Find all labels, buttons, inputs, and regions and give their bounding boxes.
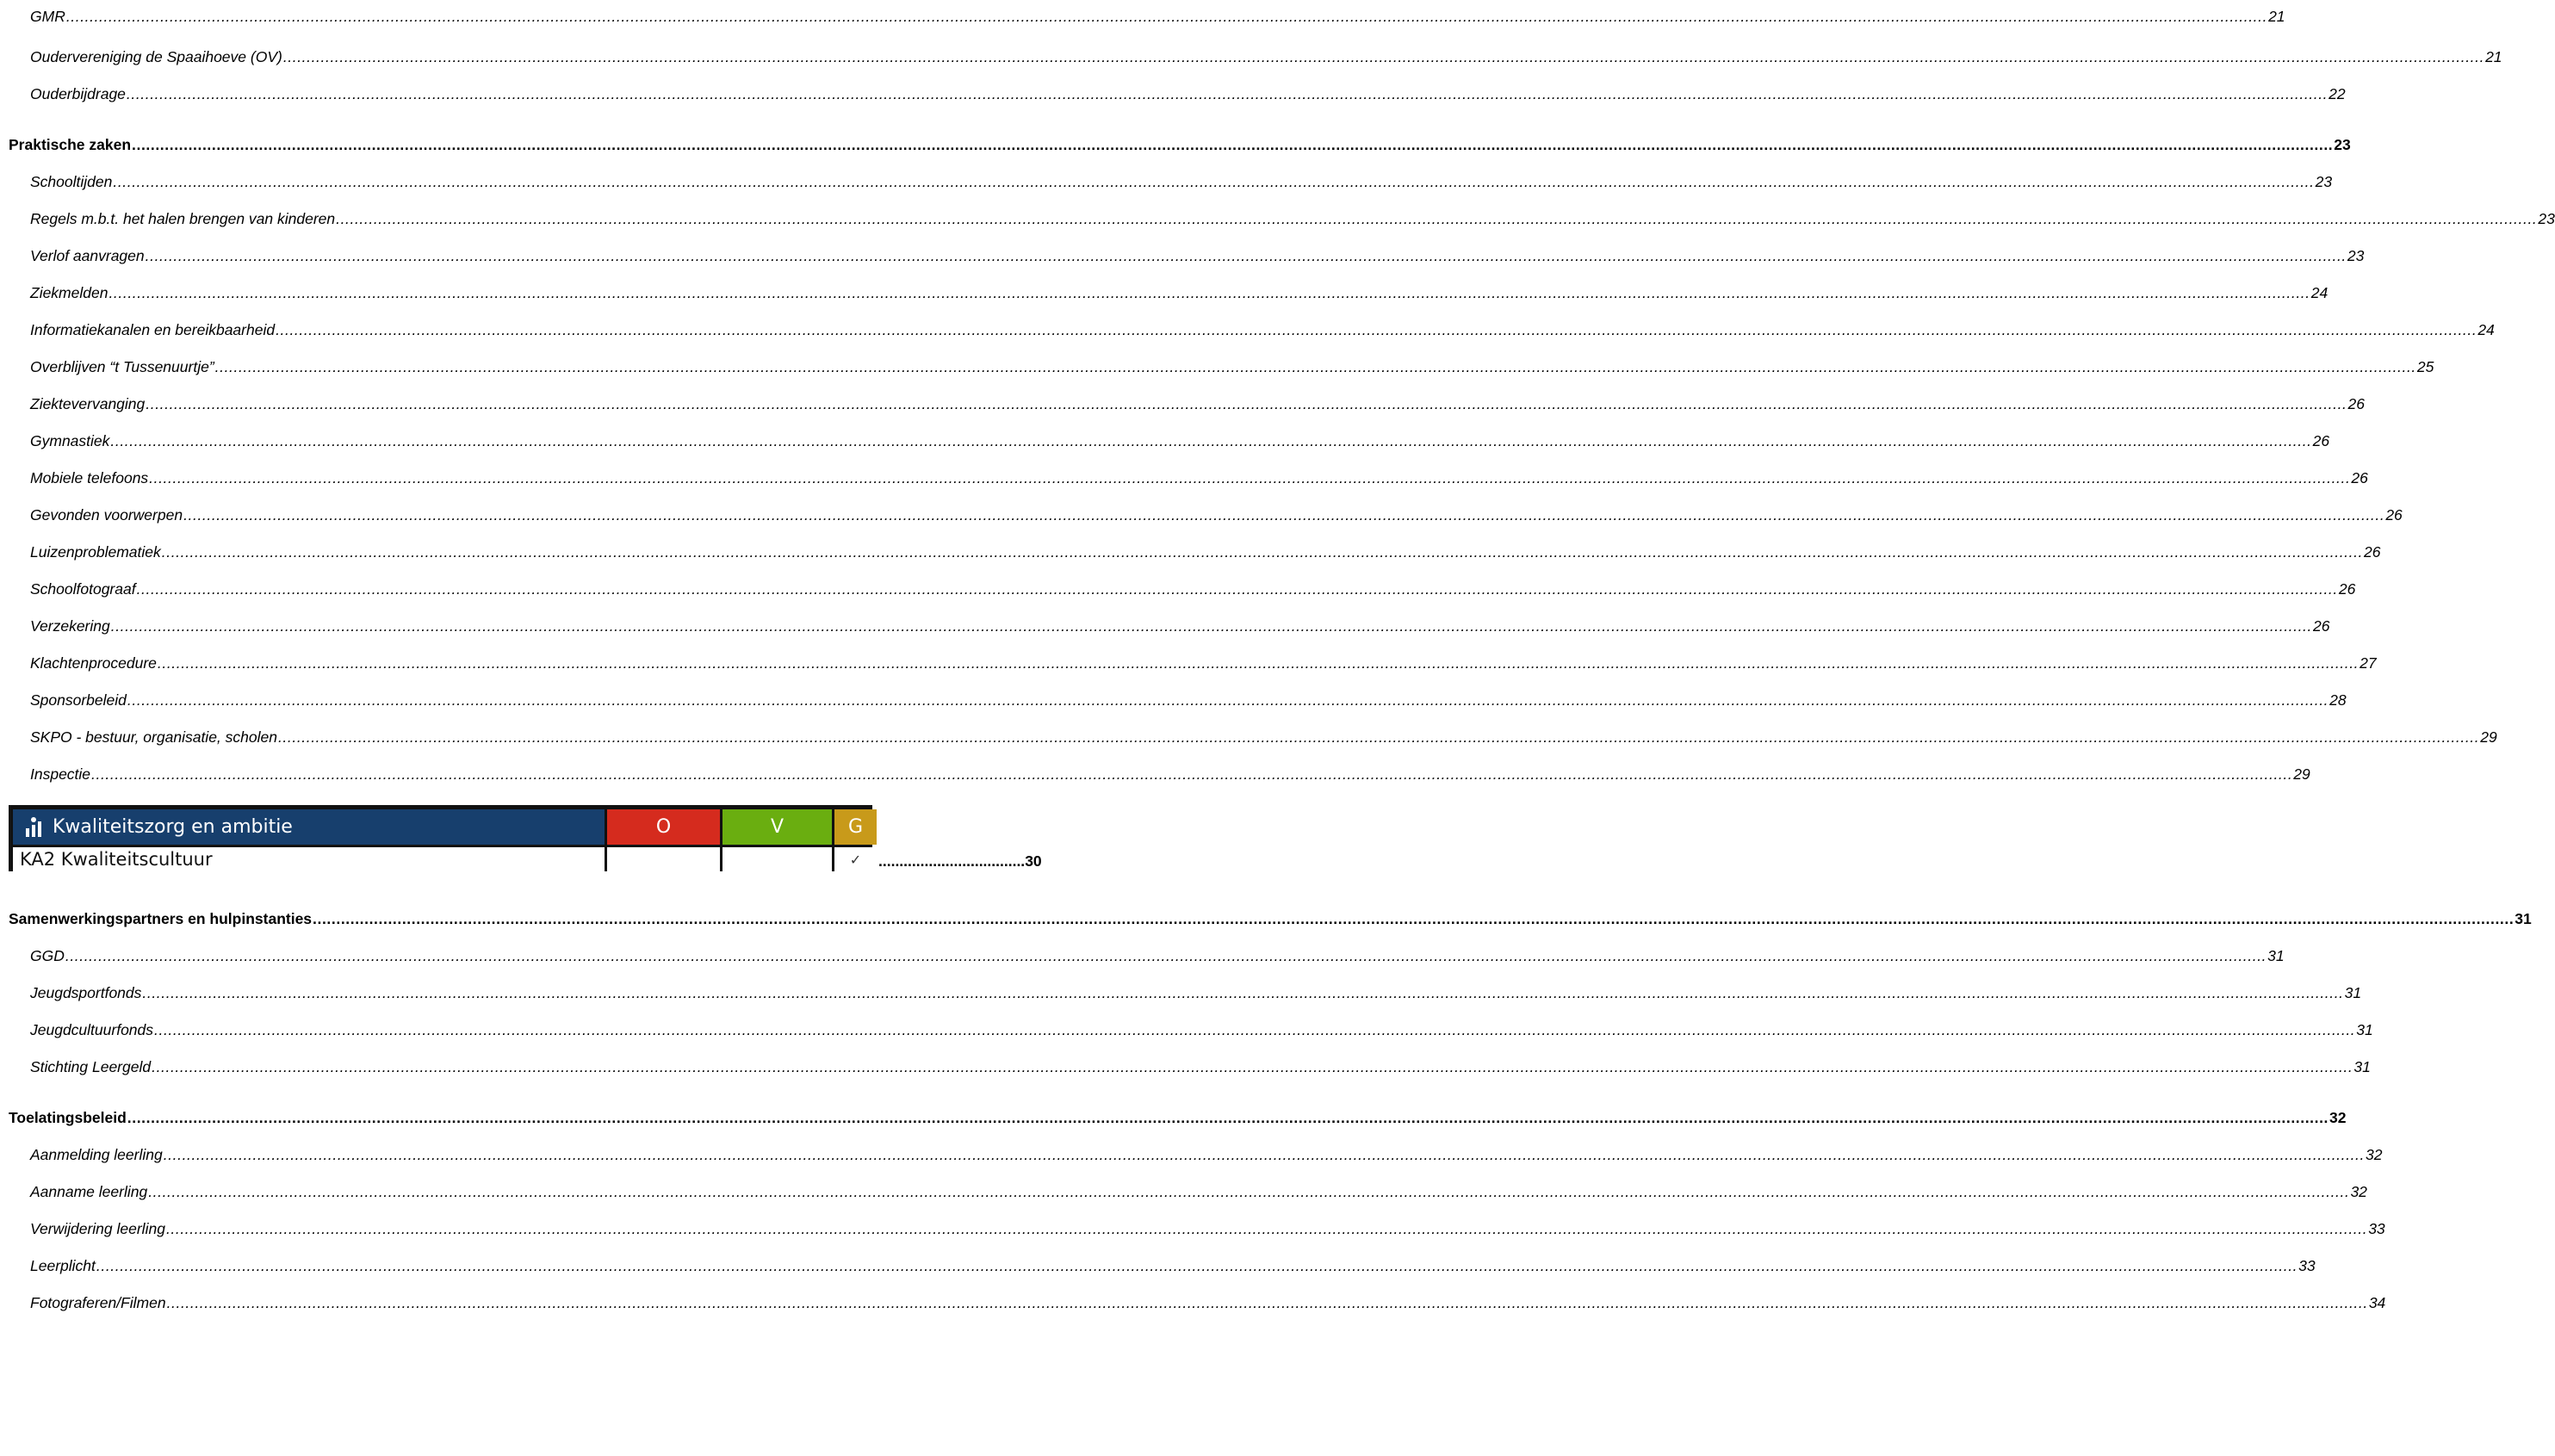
toc-entry[interactable]: Verzekering ..... 26 [30, 616, 972, 635]
quality-cell-v [722, 847, 832, 871]
toc-entry[interactable]: Leerplicht ..... 33 [30, 1256, 972, 1275]
toc-heading-praktische-zaken[interactable]: Praktische zaken ..... 23 [9, 135, 972, 154]
toc-entry[interactable]: Oudervereniging de Spaaihoeve (OV) ..... 21 [30, 47, 972, 66]
quality-col-v: V [722, 809, 832, 845]
toc-entry[interactable]: Overblijven “t Tussenuurtje” ..... 25 [30, 357, 972, 376]
quality-cell-g-check: ✓ [834, 847, 877, 871]
toc-entry[interactable]: Stichting Leergeld ..... 31 [30, 1057, 972, 1076]
quality-banner [9, 805, 872, 871]
toc-entry[interactable]: Ziektevervanging ..... 26 [30, 394, 972, 413]
toc-entry[interactable]: SKPO - bestuur, organisatie, scholen ..... 29 [30, 728, 972, 747]
toc-entry[interactable]: Informatiekanalen en bereikbaarheid ..... 24 [30, 320, 972, 339]
quality-row-label: KA2 Kwaliteitscultuur [13, 847, 605, 871]
toc-entry[interactable]: Luizenproblematiek ..... 26 [30, 542, 972, 561]
toc-entry[interactable]: Ziekmelden ..... 24 [30, 283, 972, 302]
quality-cell-o [607, 847, 720, 871]
toc-entry[interactable]: Fotograferen/Filmen ..... 34 [30, 1293, 972, 1312]
toc-entry[interactable]: Verlof aanvragen ..... 23 [30, 246, 972, 265]
toc-entry[interactable]: Sponsorbeleid ..... 28 [30, 691, 972, 709]
toc-heading-toelatingsbeleid[interactable]: Toelatingsbeleid ..... 32 [9, 1108, 972, 1127]
toc-entry[interactable]: GGD ..... 31 [30, 946, 972, 965]
people-growth-icon [23, 816, 44, 839]
toc-entry[interactable]: Schoolfotograaf ..... 26 [30, 579, 972, 598]
toc-entry[interactable]: Klachtenprocedure ..... 27 [30, 654, 972, 672]
toc-entry[interactable]: Jeugdsportfonds ..... 31 [30, 983, 972, 1002]
toc-entry[interactable]: Aanname leerling ..... 32 [30, 1182, 972, 1201]
quality-col-o: O [607, 809, 720, 845]
quality-col-g: G [834, 809, 877, 845]
toc-entry-gmr[interactable]: GMR ..... 21 [30, 7, 649, 26]
toc-entry[interactable]: Verwijdering leerling ..... 33 [30, 1219, 972, 1238]
toc-entry[interactable]: Schooltijden ..... 23 [30, 172, 972, 191]
toc-entry[interactable]: Aanmelding leerling ..... 32 [30, 1145, 972, 1164]
toc-heading-samenwerking[interactable]: Samenwerkingspartners en hulpinstanties ..... 31 [9, 909, 972, 928]
toc-entry[interactable]: Jeugdcultuurfonds ..... 31 [30, 1020, 972, 1039]
quality-banner-page[interactable]: ................................... 30 [878, 852, 1042, 870]
toc-entry[interactable]: Regels m.b.t. het halen brengen van kinderen ..... 23 [30, 209, 972, 228]
toc-entry[interactable]: Gymnastiek ..... 26 [30, 431, 972, 450]
toc-entry[interactable]: Gevonden voorwerpen ..... 26 [30, 505, 972, 524]
toc-entry[interactable]: Mobiele telefoons ..... 26 [30, 468, 972, 487]
toc-entry[interactable]: Inspectie ..... 29 [30, 765, 972, 784]
quality-banner-title: Kwaliteitszorg en ambitie [13, 809, 605, 845]
toc-entry[interactable]: Ouderbijdrage ..... 22 [30, 84, 972, 103]
